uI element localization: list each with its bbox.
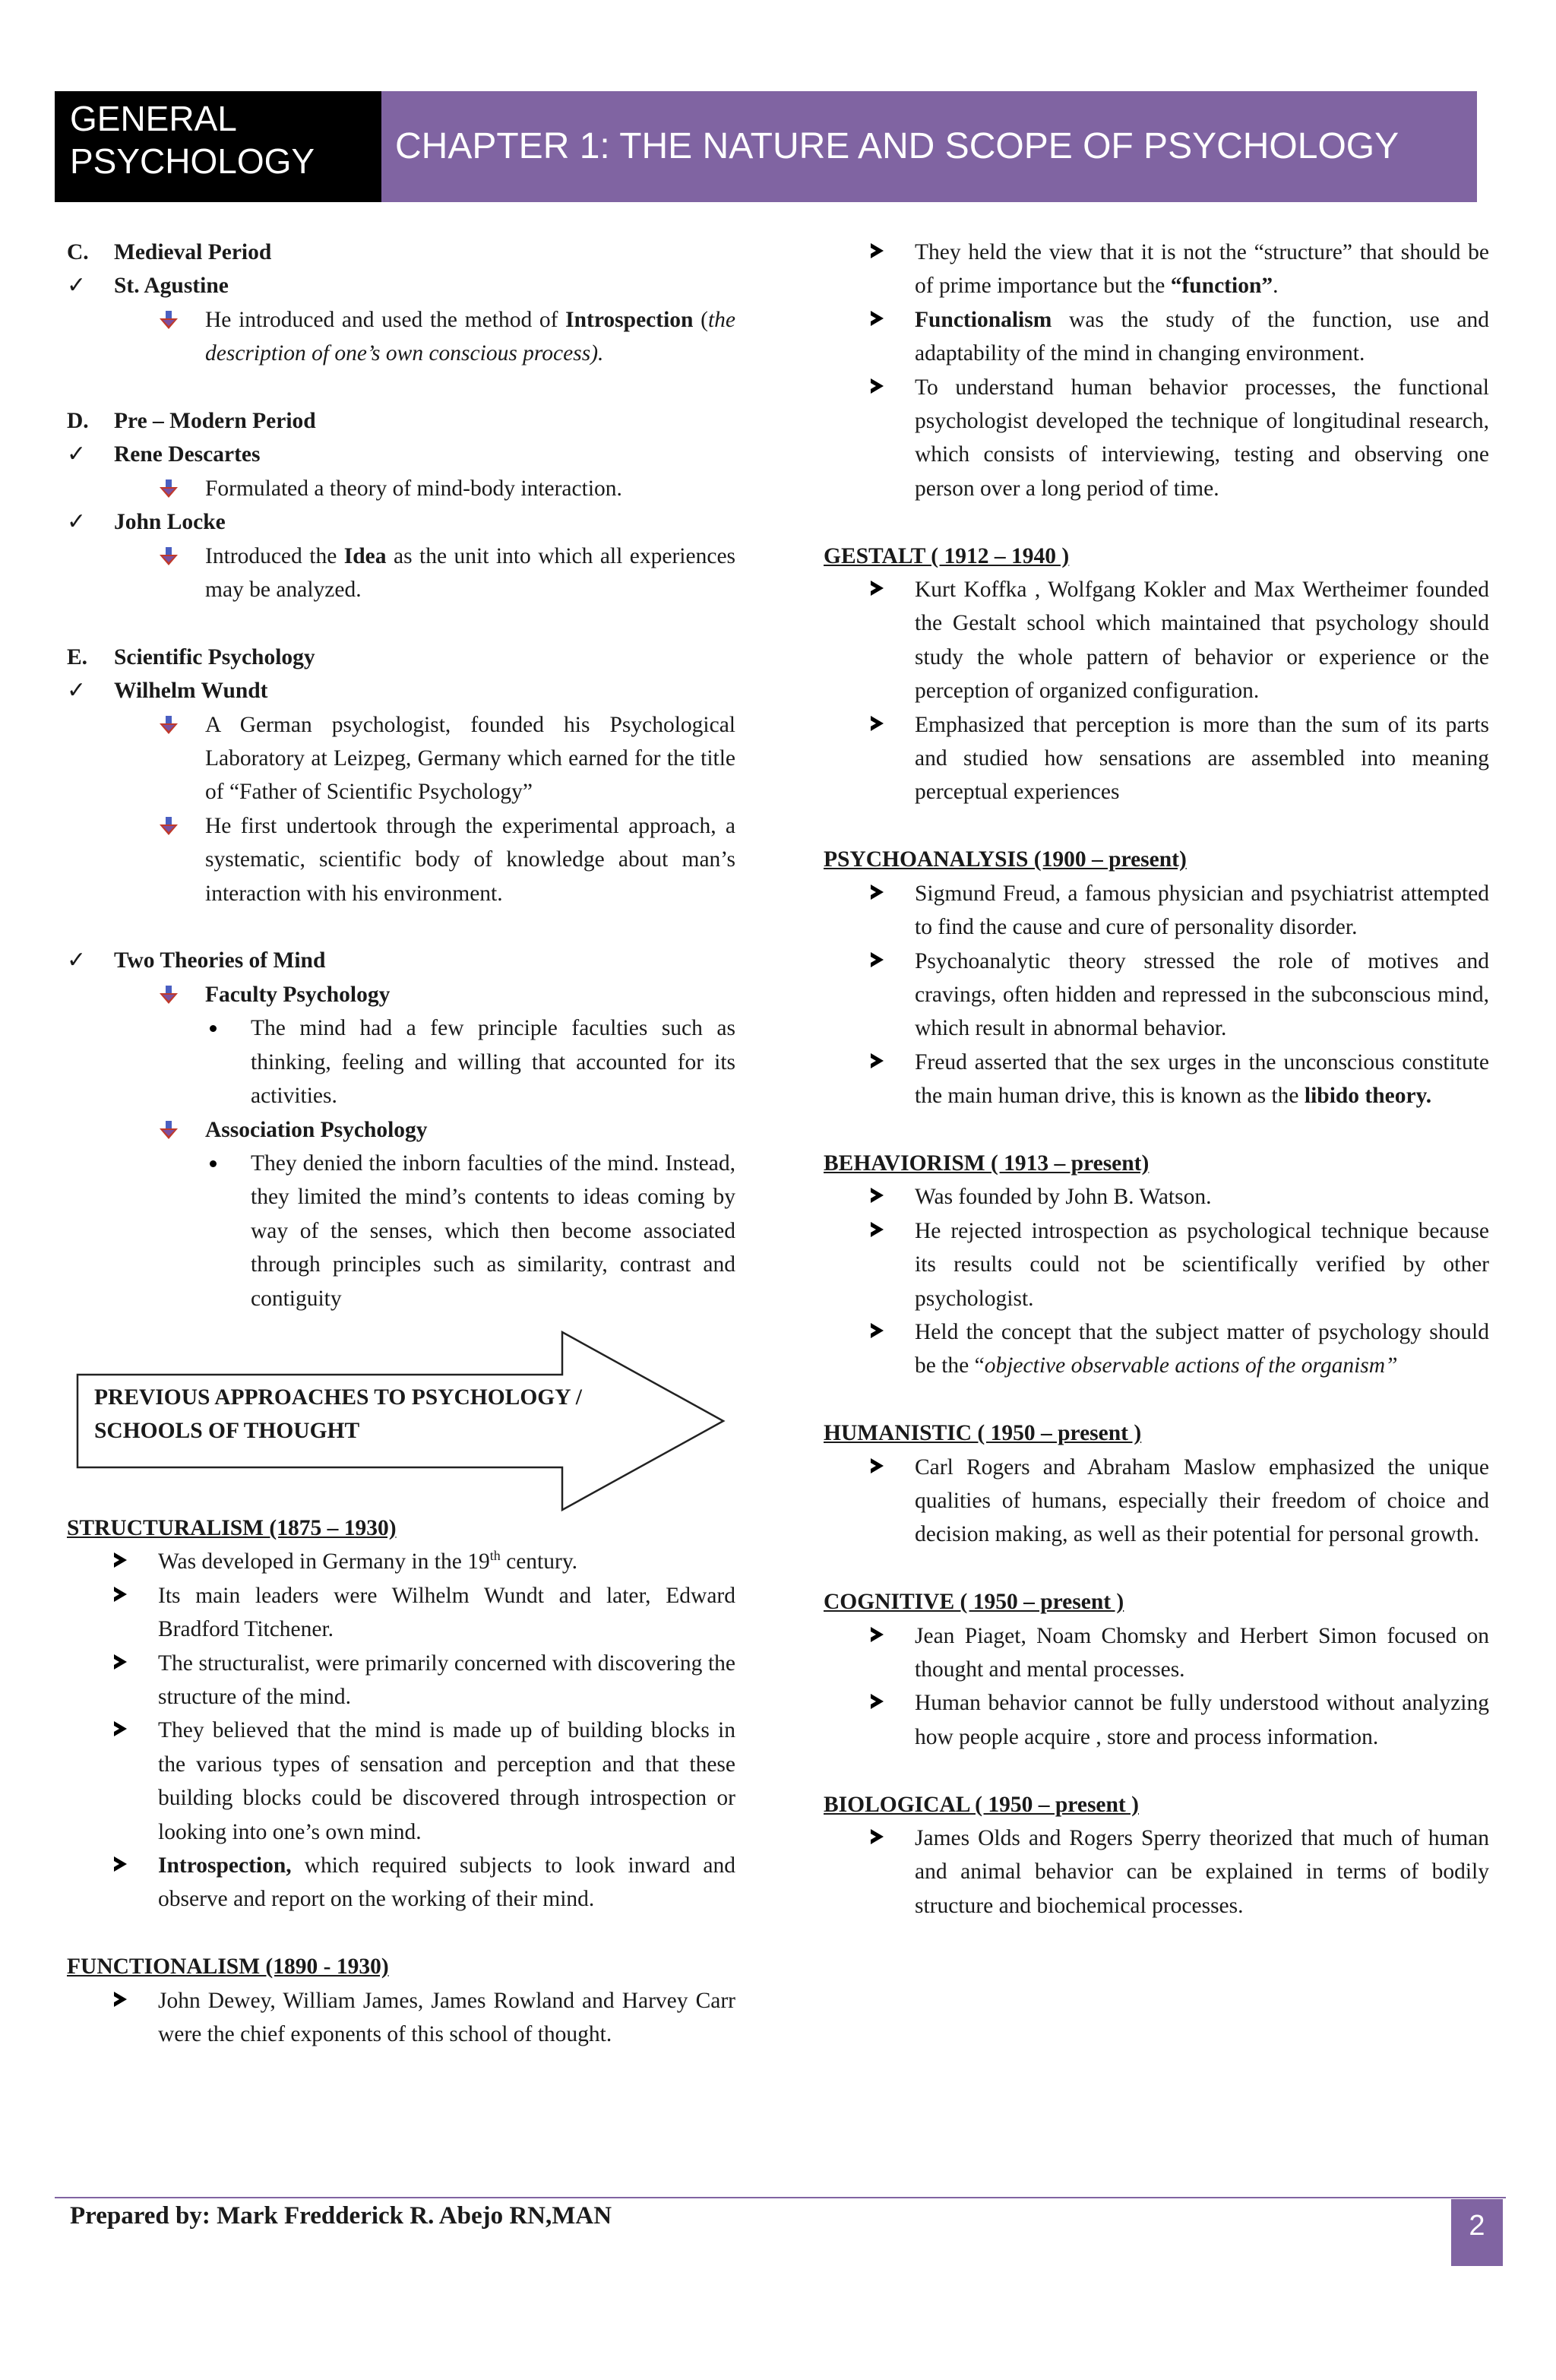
descartes-point: Formulated a theory of mind-body interaction. (67, 472, 735, 505)
association-psychology-heading: Association Psychology (67, 1113, 735, 1147)
functionalism-point-4: To understand human behavior processes, the functional psychologist developed the technique of longitudinal research, which consists of interviewing, testing and observing one person over a long period of time. (824, 371, 1489, 506)
arrow-box-line1: PREVIOUS APPROACHES TO PSYCHOLOGY / (94, 1385, 582, 1410)
arrowhead-bullet-icon (114, 1856, 127, 1872)
wundt-point-1: A German psychologist, founded his Psychological Laboratory at Leizpeg, Germany which earned for the title of “Father of Scientific Psychology” (67, 708, 735, 809)
header-title-line2: PSYCHOLOGY (70, 141, 315, 181)
humanistic-point-1: Carl Rogers and Abraham Maslow emphasized the unique qualities of humans, especially their freedom of choice and decision making, as well as their potential for personal growth. (824, 1451, 1489, 1552)
section-scientific-heading: E. Scientific Psychology (67, 644, 315, 669)
arrowhead-bullet-icon (871, 1458, 884, 1473)
arrowhead-bullet-icon (871, 1627, 884, 1642)
structuralism-point-1: Was developed in Germany in the 19th century. (67, 1545, 735, 1578)
prepared-by: Prepared by: Mark Fredderick R. Abejo RN,MAN (70, 2202, 612, 2230)
person-agustine: ✓ St. Agustine (67, 269, 735, 302)
psychoanalysis-heading: PSYCHOANALYSIS (1900 – present) (824, 847, 1187, 872)
gestalt-point-2: Emphasized that perception is more than the sum of its parts and studied how sensations are assembled into meaning perceptual experiences (824, 708, 1489, 809)
behaviorism-point-3: Held the concept that the subject matter of psychology should be the “objective observable actions of the organism” (824, 1315, 1489, 1383)
biological-heading: BIOLOGICAL ( 1950 – present ) (824, 1792, 1139, 1817)
arrowhead-bullet-icon (871, 1053, 884, 1068)
arrowhead-bullet-icon (871, 1323, 884, 1338)
biological-point-1: James Olds and Rogers Sperry theorized that much of human and animal behavior can be explained in terms of bodily structure and biochemical processes. (824, 1821, 1489, 1923)
arrowhead-bullet-icon (114, 1654, 127, 1669)
wundt-point-2: He first undertook through the experimental approach, a systematic, scientific body of knowledge about man’s interaction with his environment. (67, 809, 735, 910)
functionalism-point-3: Functionalism was the study of the function, use and adaptability of the mind in changing environment. (824, 303, 1489, 371)
page-number: 2 (1451, 2199, 1503, 2266)
arrow-down-bullet-icon (160, 547, 178, 565)
checkmark-icon: ✓ (67, 273, 87, 299)
arrowhead-bullet-icon (871, 243, 884, 258)
arrow-down-bullet-icon (160, 311, 178, 329)
structuralism-point-3: The structuralist, were primarily concerned with discovering the structure of the mind. (67, 1647, 735, 1714)
chapter-title: CHAPTER 1: THE NATURE AND SCOPE OF PSYCHOLOGY (381, 91, 1477, 202)
cognitive-point-1: Jean Piaget, Noam Chomsky and Herbert Simon focused on thought and mental processes. (824, 1619, 1489, 1687)
arrow-down-bullet-icon (160, 716, 178, 734)
arrowhead-bullet-icon (871, 716, 884, 731)
header-title-line1: GENERAL (70, 99, 237, 138)
arrowhead-bullet-icon (871, 1694, 884, 1709)
psychoanalysis-point-2: Psychoanalytic theory stressed the role of motives and cravings, often hidden and repressed in the subconscious mind, which result in abnormal behavior. (824, 945, 1489, 1046)
structuralism-point-5: Introspection, which required subjects to look inward and observe and report on the working of their mind. (67, 1849, 735, 1916)
gestalt-point-1: Kurt Koffka , Wolfgang Kokler and Max Wertheimer founded the Gestalt school which maintained that psychology should study the whole pattern of behavior or experience or the perception of organized configuration. (824, 573, 1489, 708)
faculty-psychology-text: The mind had a few principle faculties such as thinking, feeling and willing that accounted for its activities. (67, 1011, 735, 1112)
functionalism-heading: FUNCTIONALISM (1890 - 1930) (67, 1954, 389, 1980)
functionalism-point-2: They held the view that it is not the “structure” that should be of prime importance but the “function”. (824, 236, 1489, 303)
structuralism-point-4: They believed that the mind is made up of building blocks in the various types of sensation and perception and that these building blocks could be discovered through introspection or looking into one’s own mind. (67, 1714, 735, 1849)
cognitive-point-2: Human behavior cannot be fully understood without analyzing how people acquire , store and process information. (824, 1686, 1489, 1754)
schools-of-thought-arrow-box (67, 1331, 735, 1511)
behaviorism-point-2: He rejected introspection as psychological technique because its results could not be scientifically verified by other psychologist. (824, 1214, 1489, 1315)
checkmark-icon: ✓ (67, 678, 87, 704)
bullet-dot-icon (210, 1160, 217, 1167)
arrowhead-bullet-icon (114, 1992, 127, 2007)
structuralism-point-2: Its main leaders were Wilhelm Wundt and later, Edward Bradford Titchener. (67, 1579, 735, 1647)
structuralism-heading: STRUCTURALISM (1875 – 1930) (67, 1515, 397, 1540)
arrowhead-bullet-icon (114, 1721, 127, 1736)
section-medieval-heading: C. Medieval Period (67, 240, 272, 264)
header-title-block (55, 91, 381, 202)
theories-heading: ✓ Two Theories of Mind (67, 944, 735, 977)
locke-point: Introduced the Idea as the unit into which all experiences may be analyzed. (67, 540, 735, 607)
arrowhead-bullet-icon (871, 885, 884, 900)
right-column (824, 236, 1489, 1923)
arrowhead-bullet-icon (871, 1222, 884, 1237)
psychoanalysis-point-1: Sigmund Freud, a famous physician and psychiatrist attempted to find the cause and cure of personality disorder. (824, 877, 1489, 945)
association-psychology-text: They denied the inborn faculties of the mind. Instead, they limited the mind’s contents to ideas coming by way of the senses, which then become associated through principles such as similarity, contrast and contiguity (67, 1147, 735, 1315)
person-locke: ✓ John Locke (67, 505, 735, 539)
arrowhead-bullet-icon (871, 378, 884, 394)
medieval-point: He introduced and used the method of Introspection (the description of one’s own conscious process). (67, 303, 735, 371)
humanistic-heading: HUMANISTIC ( 1950 – present ) (824, 1421, 1142, 1446)
cognitive-heading: COGNITIVE ( 1950 – present ) (824, 1590, 1124, 1615)
arrowhead-bullet-icon (871, 1188, 884, 1203)
checkmark-icon: ✓ (67, 948, 87, 973)
arrowhead-bullet-icon (114, 1552, 127, 1568)
behaviorism-heading: BEHAVIORISM ( 1913 – present) (824, 1150, 1150, 1176)
psychoanalysis-point-3: Freud asserted that the sex urges in the unconscious constitute the main human drive, this is known as the libido theory. (824, 1046, 1489, 1113)
gestalt-heading: GESTALT ( 1912 – 1940 ) (824, 543, 1070, 568)
functionalism-point-1: John Dewey, William James, James Rowland and Harvey Carr were the chief exponents of this school of thought. (67, 1984, 735, 2052)
arrowhead-bullet-icon (871, 581, 884, 596)
arrow-down-bullet-icon (160, 817, 178, 835)
arrowhead-bullet-icon (871, 952, 884, 967)
behaviorism-point-1: Was founded by John B. Watson. (824, 1180, 1489, 1214)
arrow-box-line2: SCHOOLS OF THOUGHT (94, 1418, 360, 1443)
arrowhead-bullet-icon (871, 311, 884, 326)
footer-divider (55, 2197, 1506, 2198)
checkmark-icon: ✓ (67, 442, 87, 467)
arrowhead-bullet-icon (871, 1829, 884, 1844)
person-wundt: ✓ Wilhelm Wundt (67, 674, 735, 707)
arrow-down-bullet-icon (160, 479, 178, 498)
arrow-down-bullet-icon (160, 986, 178, 1004)
checkmark-icon: ✓ (67, 509, 87, 535)
arrowhead-bullet-icon (114, 1587, 127, 1602)
left-column (67, 236, 735, 2051)
section-premodern-heading: D. Pre – Modern Period (67, 409, 316, 434)
arrow-down-bullet-icon (160, 1121, 178, 1139)
faculty-psychology-heading: Faculty Psychology (67, 978, 735, 1011)
person-descartes: ✓ Rene Descartes (67, 438, 735, 471)
